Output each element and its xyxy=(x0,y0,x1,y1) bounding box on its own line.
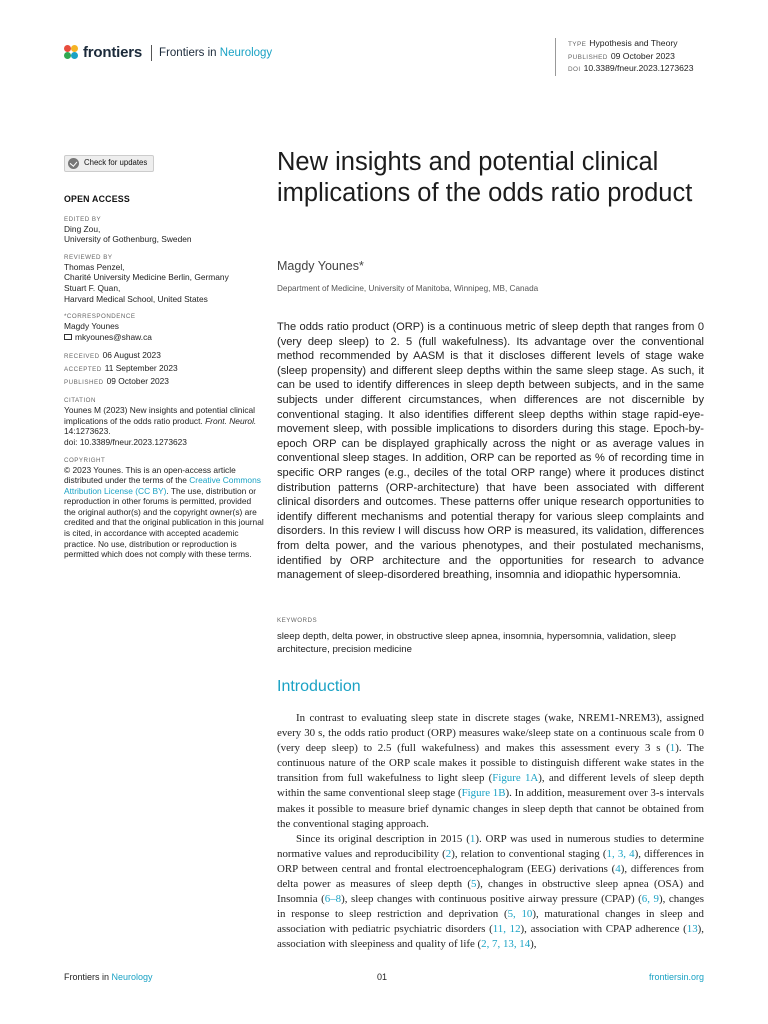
cc-by-license-link[interactable]: Creative Commons Attribution License (CC BY) xyxy=(64,475,261,496)
open-access-label: OPEN ACCESS xyxy=(64,194,130,204)
reference-link[interactable]: 5, 10 xyxy=(507,908,533,921)
accepted-date: 11 September 2023 xyxy=(104,362,178,373)
sidebar xyxy=(64,155,264,560)
check-updates-button[interactable]: Check for updates xyxy=(64,155,154,172)
article-body xyxy=(277,711,704,953)
citation-label: CITATION xyxy=(64,397,96,405)
reference-link[interactable]: 5 xyxy=(470,878,477,891)
body-paragraph: Since its original description in 2015 (1). ORP was used in numerous studies to determine normative values and reproducibility (2), relation to conventional staging (1, 3, 4), differences in ORP between central and frontal electroencephalogram (EEG) derivations (4), differences from delta power as measures of sleep depth (5), changes in obstructive sleep apnea (OSA) and Insomnia (6–8), sleep changes with continuous positive airway pressure (CPAP) (6, 9), changes in response to sleep restriction and deprivation (5, 10), maturational changes in sleep and association with pediatric psychiatric disorders (11, 12), association with CPAP adherence (13), association with sleepiness and quality of life (2, 7, 13, 14), xyxy=(277,832,705,951)
section-heading-introduction: Introduction xyxy=(277,678,361,695)
reference-link[interactable]: 6–8 xyxy=(324,893,342,906)
reference-link[interactable]: 11, 12 xyxy=(492,923,521,936)
reviewer-affiliation: Charité University Medicine Berlin, Germany xyxy=(64,272,229,283)
article-type: Hypothesis and Theory xyxy=(589,38,678,48)
copyright-label: COPYRIGHT xyxy=(64,456,106,464)
mail-icon xyxy=(64,334,72,340)
sidebar-published-date: 09 October 2023 xyxy=(106,375,169,386)
reference-link[interactable]: 2, 7, 13, 14 xyxy=(481,938,531,951)
reference-link[interactable]: 1 xyxy=(469,832,476,845)
correspondence-label: *CORRESPONDENCE xyxy=(64,313,136,321)
reference-link[interactable]: 2 xyxy=(445,847,452,860)
reference-link[interactable]: 1 xyxy=(669,742,676,755)
reference-link[interactable]: 6, 9 xyxy=(641,893,659,906)
dates-block: RECEIVED 06 August 2023 ACCEPTED 11 September 2023 PUBLISHED 09 October 2023 xyxy=(64,350,178,386)
correspondence-email-row[interactable] xyxy=(64,332,264,343)
keywords: sleep depth, delta power, in obstructive sleep apnea, insomnia, hypersomnia, validation, sleep architecture, precision medicine xyxy=(277,631,676,655)
check-icon xyxy=(68,158,79,169)
author-affiliation: Department of Medicine, University of Manitoba, Winnipeg, MB, Canada xyxy=(277,284,539,293)
journal-name[interactable]: Frontiers in Neurology xyxy=(159,46,273,59)
reviewer-affiliation: Harvard Medical School, United States xyxy=(64,293,208,304)
article-meta: TYPE Hypothesis and Theory PUBLISHED 09 October 2023 DOI 10.3389/fneur.2023.1273623 xyxy=(555,38,693,76)
published-date: 09 October 2023 xyxy=(610,50,675,61)
citation-text: Younes M (2023) New insights and potential clinical implications of the odds ratio product. Front. Neurol. 14:1273623. doi: 10.3389/fneur.2023.1273623 xyxy=(64,405,257,447)
abstract: The odds ratio product (ORP) is a continuous metric of sleep depth that ranges from 0 (very deep sleep) to 2. 5 (full wakefulness). Its advantage over the conventional method recommended by AASM is that it discloses different levels of stage wake (sleep propensity) and different sleep depths within the same sleep stage. As such, it can be used to identify differences in sleep depth between subjects, and in the same subjects under different circumstances, when differences are not discernible by conventional staging. It also identifies different sleep depths within stage rapid-eye-movement sleep, with possible implications to disorders during this stage. Epoch-by-epoch ORP can be displayed graphically across the night or as average values in conventional sleep stages. In addition, ORP can be reported as % of recording time in specific ORP ranges (e.g., deciles of the total ORP range) where it produces distinct distribution patterns (ORP-architecture) that have been associated with different clinical disorders and outcomes. These patterns offer unique research opportunities to identify different mechanisms and potential therapy for various sleep complaints and disorders. In this review I will discuss how ORP is measured, its validation, differences from delta power, and the various phenotypes, and their postulated mechanisms, identified by ORP architecture and the opportunities for research to advance management of sleep-disordered breathing, insomnia and idiopathic hypersomnia. xyxy=(277,321,704,582)
logo-divider xyxy=(151,45,152,61)
author-name[interactable]: Magdy Younes* xyxy=(277,259,364,273)
footer-journal: Frontiers in Neurology xyxy=(64,972,153,982)
copyright-text: © 2023 Younes. This is an open-access article distributed under the terms of the Creative Commons Attribution License (CC BY). The use, distribution or reproduction in other forums is permitted, provided the original author(s) and the copyright owner(s) are credited and that the original publication in this journal is cited, in accordance with accepted academic practice. No use, distribution or reproduction is permitted which does not comply with these terms. xyxy=(64,464,264,560)
frontiers-logo-icon xyxy=(64,45,79,60)
reference-link[interactable]: 13 xyxy=(686,923,698,936)
figure-link[interactable]: Figure 1B xyxy=(461,787,506,800)
editor-affiliation: University of Gothenburg, Sweden xyxy=(64,234,192,245)
correspondence-name: Magdy Younes xyxy=(64,321,119,332)
reference-link[interactable]: 4 xyxy=(615,862,621,875)
reviewer-name: Thomas Penzel, xyxy=(64,261,125,272)
edited-by-label: EDITED BY xyxy=(64,215,102,223)
article-title: New insights and potential clinical implications of the odds ratio product xyxy=(277,148,693,207)
editor-name: Ding Zou, xyxy=(64,223,101,234)
reviewed-by-label: REVIEWED BY xyxy=(64,253,113,261)
body-paragraph: In contrast to evaluating sleep state in discrete stages (wake, NREM1-NREM3), assigned every 30 s, the odds ratio product (ORP) measures wake/sleep state on a continuous scale from 0 (very deep sleep) to 2.5 (full wakefulness) and makes this assessment every 3 s (1). The continuous nature of the ORP scale makes it possible to distinguish different wake states in the transition from full wakefulness to light sleep (Figure 1A), and different levels of sleep depth within the same conventional sleep stage (Figure 1B). In addition, measurement over 3-s intervals makes it possible to measure brief dynamic changes in sleep depth that cannot be obtained from the conventional staging approach. xyxy=(277,712,705,830)
keywords-label: KEYWORDS xyxy=(277,617,318,624)
figure-link[interactable]: Figure 1A xyxy=(492,772,539,785)
reviewer-name: Stuart F. Quan, xyxy=(64,282,121,293)
brand-name: frontiers xyxy=(83,44,143,61)
page-number: 01 xyxy=(377,972,388,982)
received-date: 06 August 2023 xyxy=(102,350,161,361)
doi[interactable]: 10.3389/fneur.2023.1273623 xyxy=(583,63,694,73)
reference-link[interactable]: 1, 3, 4 xyxy=(606,847,635,860)
correspondence-email[interactable]: mkyounes@shaw.ca xyxy=(75,331,152,342)
footer-site-link[interactable]: frontiersin.org xyxy=(648,972,704,982)
frontiers-logo[interactable] xyxy=(64,44,272,61)
